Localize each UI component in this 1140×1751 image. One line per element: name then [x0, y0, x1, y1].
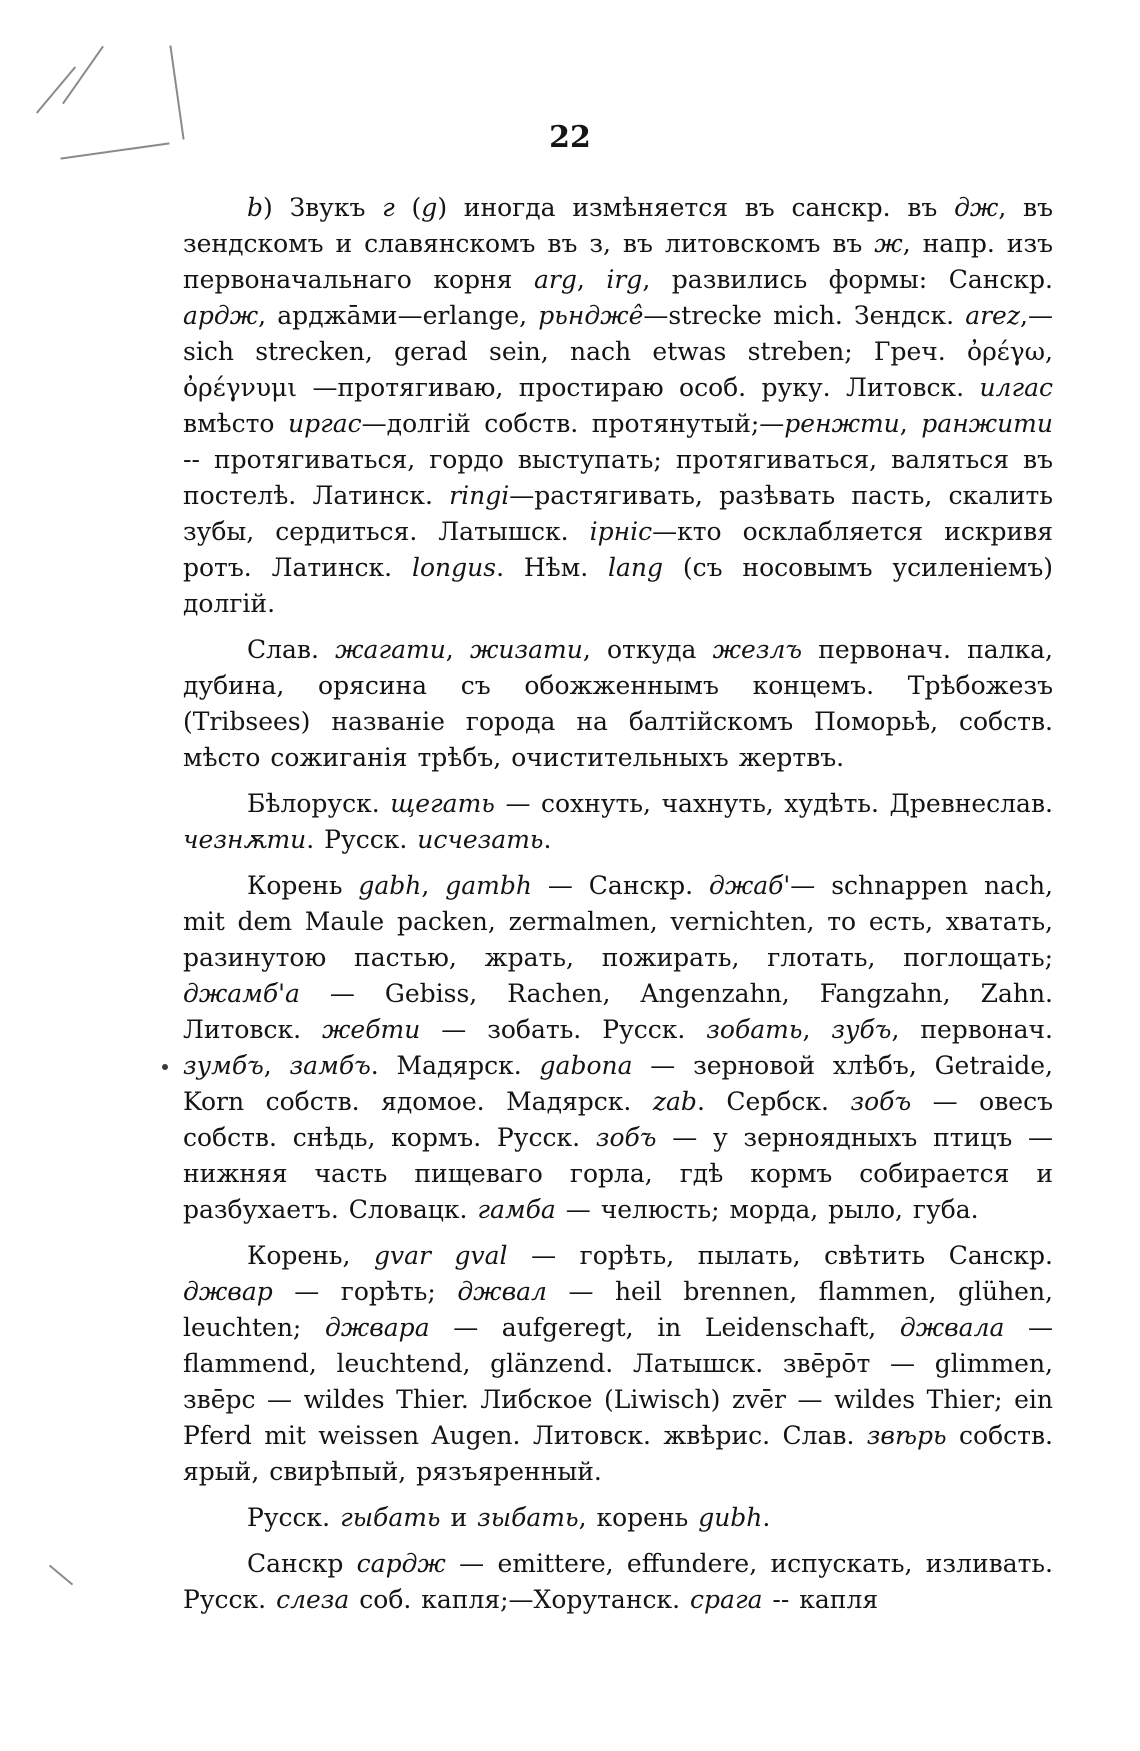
italic-term: longus — [411, 553, 497, 582]
text-run: соб. капля;—Хорутанск. — [349, 1585, 691, 1614]
paragraph — [183, 1500, 1053, 1536]
text-run: , откуда — [582, 635, 713, 664]
italic-term: иргас — [288, 409, 362, 438]
text-run: Санскр — [247, 1549, 357, 1578]
italic-term: звѣрь — [866, 1421, 947, 1450]
text-run: . Нѣм. — [496, 553, 609, 582]
text-run: ,—sich strecken, gerad sein, nach etwas streben; Греч. ὀρέγω, ὀρέγνυμι —протягиваю, простираю особ. руку. Литовск. — [183, 301, 1053, 402]
italic-term: жебти — [322, 1015, 421, 1044]
text-run: — овесъ собств. снѣдь, кормъ. Русск. — [183, 1087, 1053, 1152]
italic-term: ringi — [449, 481, 510, 510]
text-run: — челюсть; морда, рыло, губа. — [555, 1195, 979, 1224]
italic-term: gabona — [539, 1051, 633, 1080]
italic-term: срага — [690, 1585, 763, 1614]
italic-term: irg — [606, 265, 643, 294]
text-run: . — [762, 1503, 771, 1532]
text-run: Корень — [247, 871, 359, 900]
text-run: — зобать. Русск. — [420, 1015, 707, 1044]
italic-term: гамба — [477, 1195, 556, 1224]
text-run: , — [445, 635, 470, 664]
text-run: — Gebiss, Rachen, Angenzahn, Fangzahn, Zahn. Литовск. — [183, 979, 1053, 1044]
text-run: Корень, — [247, 1241, 374, 1270]
italic-term: слеза — [276, 1585, 350, 1614]
paragraph — [183, 786, 1053, 858]
italic-term: ардж — [183, 301, 259, 330]
text-run: . Сербск. — [696, 1087, 851, 1116]
text-run: ( — [394, 193, 422, 222]
page-number: 22 — [549, 120, 591, 155]
text-run: , — [576, 265, 607, 294]
text-run: , напр. изъ первоначальнаго корня — [183, 229, 1053, 294]
italic-term: зумбъ — [183, 1051, 264, 1080]
italic-term: чезнѫти — [183, 825, 307, 854]
text-run: —растягивать, разѣвать пасть, скалить зубы, сердиться. Латышск. — [183, 481, 1054, 546]
italic-term: джвал — [457, 1277, 547, 1306]
text-run: Русск. — [247, 1503, 341, 1532]
italic-term: ж — [874, 229, 903, 258]
italic-term: жизати — [469, 635, 583, 664]
text-run: , развились формы: Санскр. — [642, 265, 1053, 294]
italic-term: джвар — [183, 1277, 273, 1306]
text-run: , — [263, 1051, 290, 1080]
italic-term: дж — [954, 193, 999, 222]
text-run: — heil brennen, flammen, glühen, leuchten; — [183, 1277, 1054, 1342]
text-run: , — [802, 1015, 832, 1044]
ink-dot — [162, 1064, 168, 1070]
text-run: ) Звукъ — [263, 193, 383, 222]
text-run: . — [543, 825, 552, 854]
italic-term: исчезать — [417, 825, 544, 854]
text-run: . Мадярск. — [370, 1051, 540, 1080]
italic-term: g — [421, 193, 438, 222]
italic-term: зобъ — [595, 1123, 657, 1152]
paragraph — [183, 190, 1053, 622]
text-run: — сохнуть, чахнуть, худѣть. Древнеслав. — [494, 789, 1053, 818]
italic-term: гыбать — [340, 1503, 441, 1532]
text-run: (съ носовымъ усиленіемъ) долгій. — [183, 553, 1053, 618]
italic-term: зобать — [706, 1015, 803, 1044]
text-run: — schnappen nach, mit dem Maule packen, zermalmen, vernichten, то есть, хватать, разинутою пастью, жрать, пожирать, глотать, поглощать; — [183, 871, 1054, 972]
italic-term: г — [382, 193, 395, 222]
italic-term: arez — [965, 301, 1021, 330]
text-run: — горѣть; — [272, 1277, 458, 1306]
italic-term: zab — [652, 1087, 697, 1116]
text-run: , — [421, 871, 446, 900]
text-run: , въ зендскомъ и славянскомъ въ з, въ литовскомъ въ — [183, 193, 1053, 258]
text-run: — у зерноядныхъ птицъ — нижняя часть пищеваго горла, гдѣ кормъ собирается и разбухаетъ. Словацк. — [183, 1123, 1053, 1224]
text-run: -- протягиваться, гордо выступать; протягиваться, валяться въ постелѣ. Латинск. — [183, 445, 1053, 510]
text-run: , корень — [578, 1503, 699, 1532]
text-run: -- капля — [762, 1585, 879, 1614]
italic-term: зобъ — [850, 1087, 912, 1116]
italic-term: джвала — [899, 1313, 1005, 1342]
pencil-mark — [49, 1565, 73, 1586]
italic-term: ренжти — [784, 409, 900, 438]
paragraph — [183, 868, 1053, 1228]
text-run: и — [440, 1503, 478, 1532]
italic-term: ірніс — [589, 517, 653, 546]
text-run: , арджāми—erlange, — [258, 301, 539, 330]
text-run: — горѣть, пылать, свѣтить Санскр. — [507, 1241, 1053, 1270]
italic-term: gubh — [698, 1503, 763, 1532]
italic-term: замбъ — [289, 1051, 371, 1080]
italic-term: gabh — [358, 871, 422, 900]
text-run: —кто осклабляется искривя ротъ. Латинск. — [183, 517, 1053, 582]
italic-term: джамб'а — [183, 979, 300, 1008]
italic-term: джаб' — [708, 871, 791, 900]
italic-term: gvar gval — [373, 1241, 508, 1270]
italic-term: b — [247, 193, 264, 222]
italic-term: щегать — [390, 789, 495, 818]
italic-term: зубъ — [831, 1015, 892, 1044]
paragraph — [183, 1546, 1053, 1618]
text-run: собств. ярый, свирѣпый, рязъяренный. — [183, 1421, 1054, 1486]
text-run: — aufgeregt, in Leidenschaft, — [429, 1313, 900, 1342]
italic-term: gambh — [445, 871, 532, 900]
paragraph — [183, 1238, 1053, 1490]
text-run: Бѣлоруск. — [247, 789, 391, 818]
text-run: Слав. — [247, 635, 336, 664]
text-run: —долгій собств. протянутый;— — [361, 409, 785, 438]
text-run: вмѣсто — [183, 409, 289, 438]
italic-term: жагати — [335, 635, 446, 664]
text-run: . Русск. — [306, 825, 418, 854]
italic-term: arg — [534, 265, 577, 294]
body-text — [183, 190, 1053, 1628]
italic-term: джвара — [324, 1313, 430, 1342]
text-run: — flammend, leuchtend, glänzend. Латышск. звēрōт — glimmen, звēрс — wildes Thier. Либское (Liwisch) zvēr — wildes Thier; ein Pferd mit weissen Augen. Литовск. жвѣрис. Слав. — [183, 1313, 1054, 1450]
italic-term: зыбать — [477, 1503, 579, 1532]
text-run: — зерновой хлѣбъ, Getraide, Korn собств. ядомое. Мадярск. — [183, 1051, 1053, 1116]
italic-term: илгас — [979, 373, 1053, 402]
text-run: — Санскр. — [531, 871, 709, 900]
text-run: , — [899, 409, 922, 438]
italic-term: ранжити — [921, 409, 1053, 438]
italic-term: рьнджê — [538, 301, 644, 330]
text-run: — emittere, effundere, испускать, изливать. Русск. — [183, 1549, 1053, 1614]
text-run: ) иногда измѣняется въ санскр. въ — [437, 193, 955, 222]
italic-term: сардж — [356, 1549, 446, 1578]
italic-term: жезлъ — [712, 635, 803, 664]
text-run: первонач. палка, дубина, орясина съ обожженнымъ концемъ. Трѣбожезъ (Tribsees) названіе города на балтійскомъ Поморьѣ, собств. мѣсто сожиганія трѣбъ, очистительныхъ жертвъ. — [183, 635, 1053, 772]
italic-term: lang — [608, 553, 664, 582]
text-run: , первонач. — [891, 1015, 1053, 1044]
paragraph — [183, 632, 1053, 776]
text-run: —strecke mich. Зендск. — [643, 301, 966, 330]
